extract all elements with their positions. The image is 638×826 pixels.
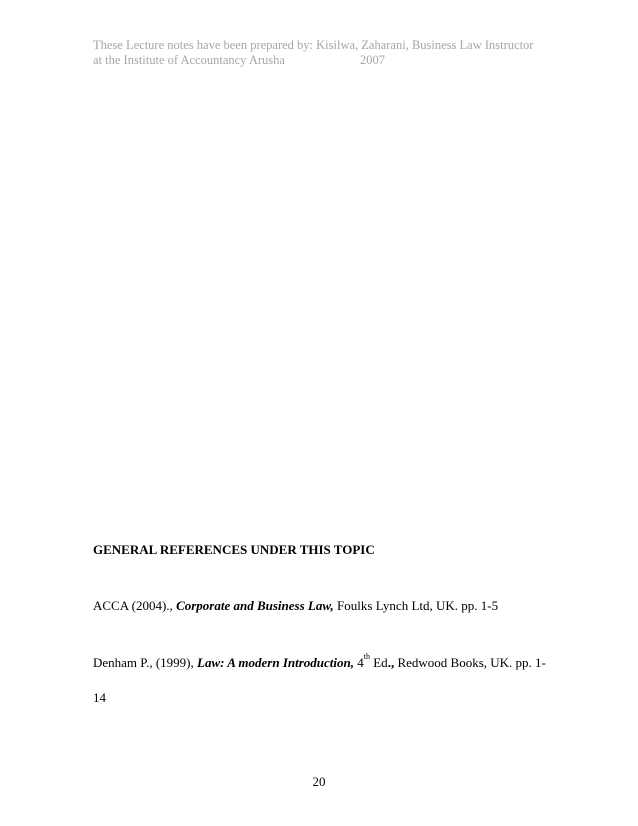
reference-title: Law: A modern Introduction,: [197, 655, 354, 670]
reference-rest: Redwood Books, UK. pp. 1-: [397, 655, 546, 670]
header-line-1: These Lecture notes have been prepared by: Kisilwa, Zaharani, Business Law Instructor: [93, 38, 534, 52]
page-number: 20: [312, 774, 326, 789]
header-line-2: at the Institute of Accountancy Arusha: [93, 53, 285, 67]
edition-suffix: th: [363, 652, 370, 661]
section-heading: GENERAL REFERENCES UNDER THIS TOPIC: [93, 542, 375, 557]
reference-item: [93, 598, 498, 614]
header-year: 2007: [360, 53, 385, 67]
reference-continuation: 14: [93, 690, 106, 705]
reference-prefix: ACCA (2004).,: [93, 598, 173, 613]
reference-item: [93, 652, 546, 671]
reference-prefix: Denham P., (1999),: [93, 655, 194, 670]
page-header: [93, 38, 563, 68]
reference-rest: Foulks Lynch Ltd, UK. pp. 1-5: [337, 598, 499, 613]
edition-label: Ed: [373, 655, 388, 670]
reference-edition: [357, 652, 395, 670]
edition-number: 4: [357, 655, 364, 670]
edition-punctuation: .,: [387, 655, 395, 670]
reference-title: Corporate and Business Law,: [176, 598, 334, 613]
